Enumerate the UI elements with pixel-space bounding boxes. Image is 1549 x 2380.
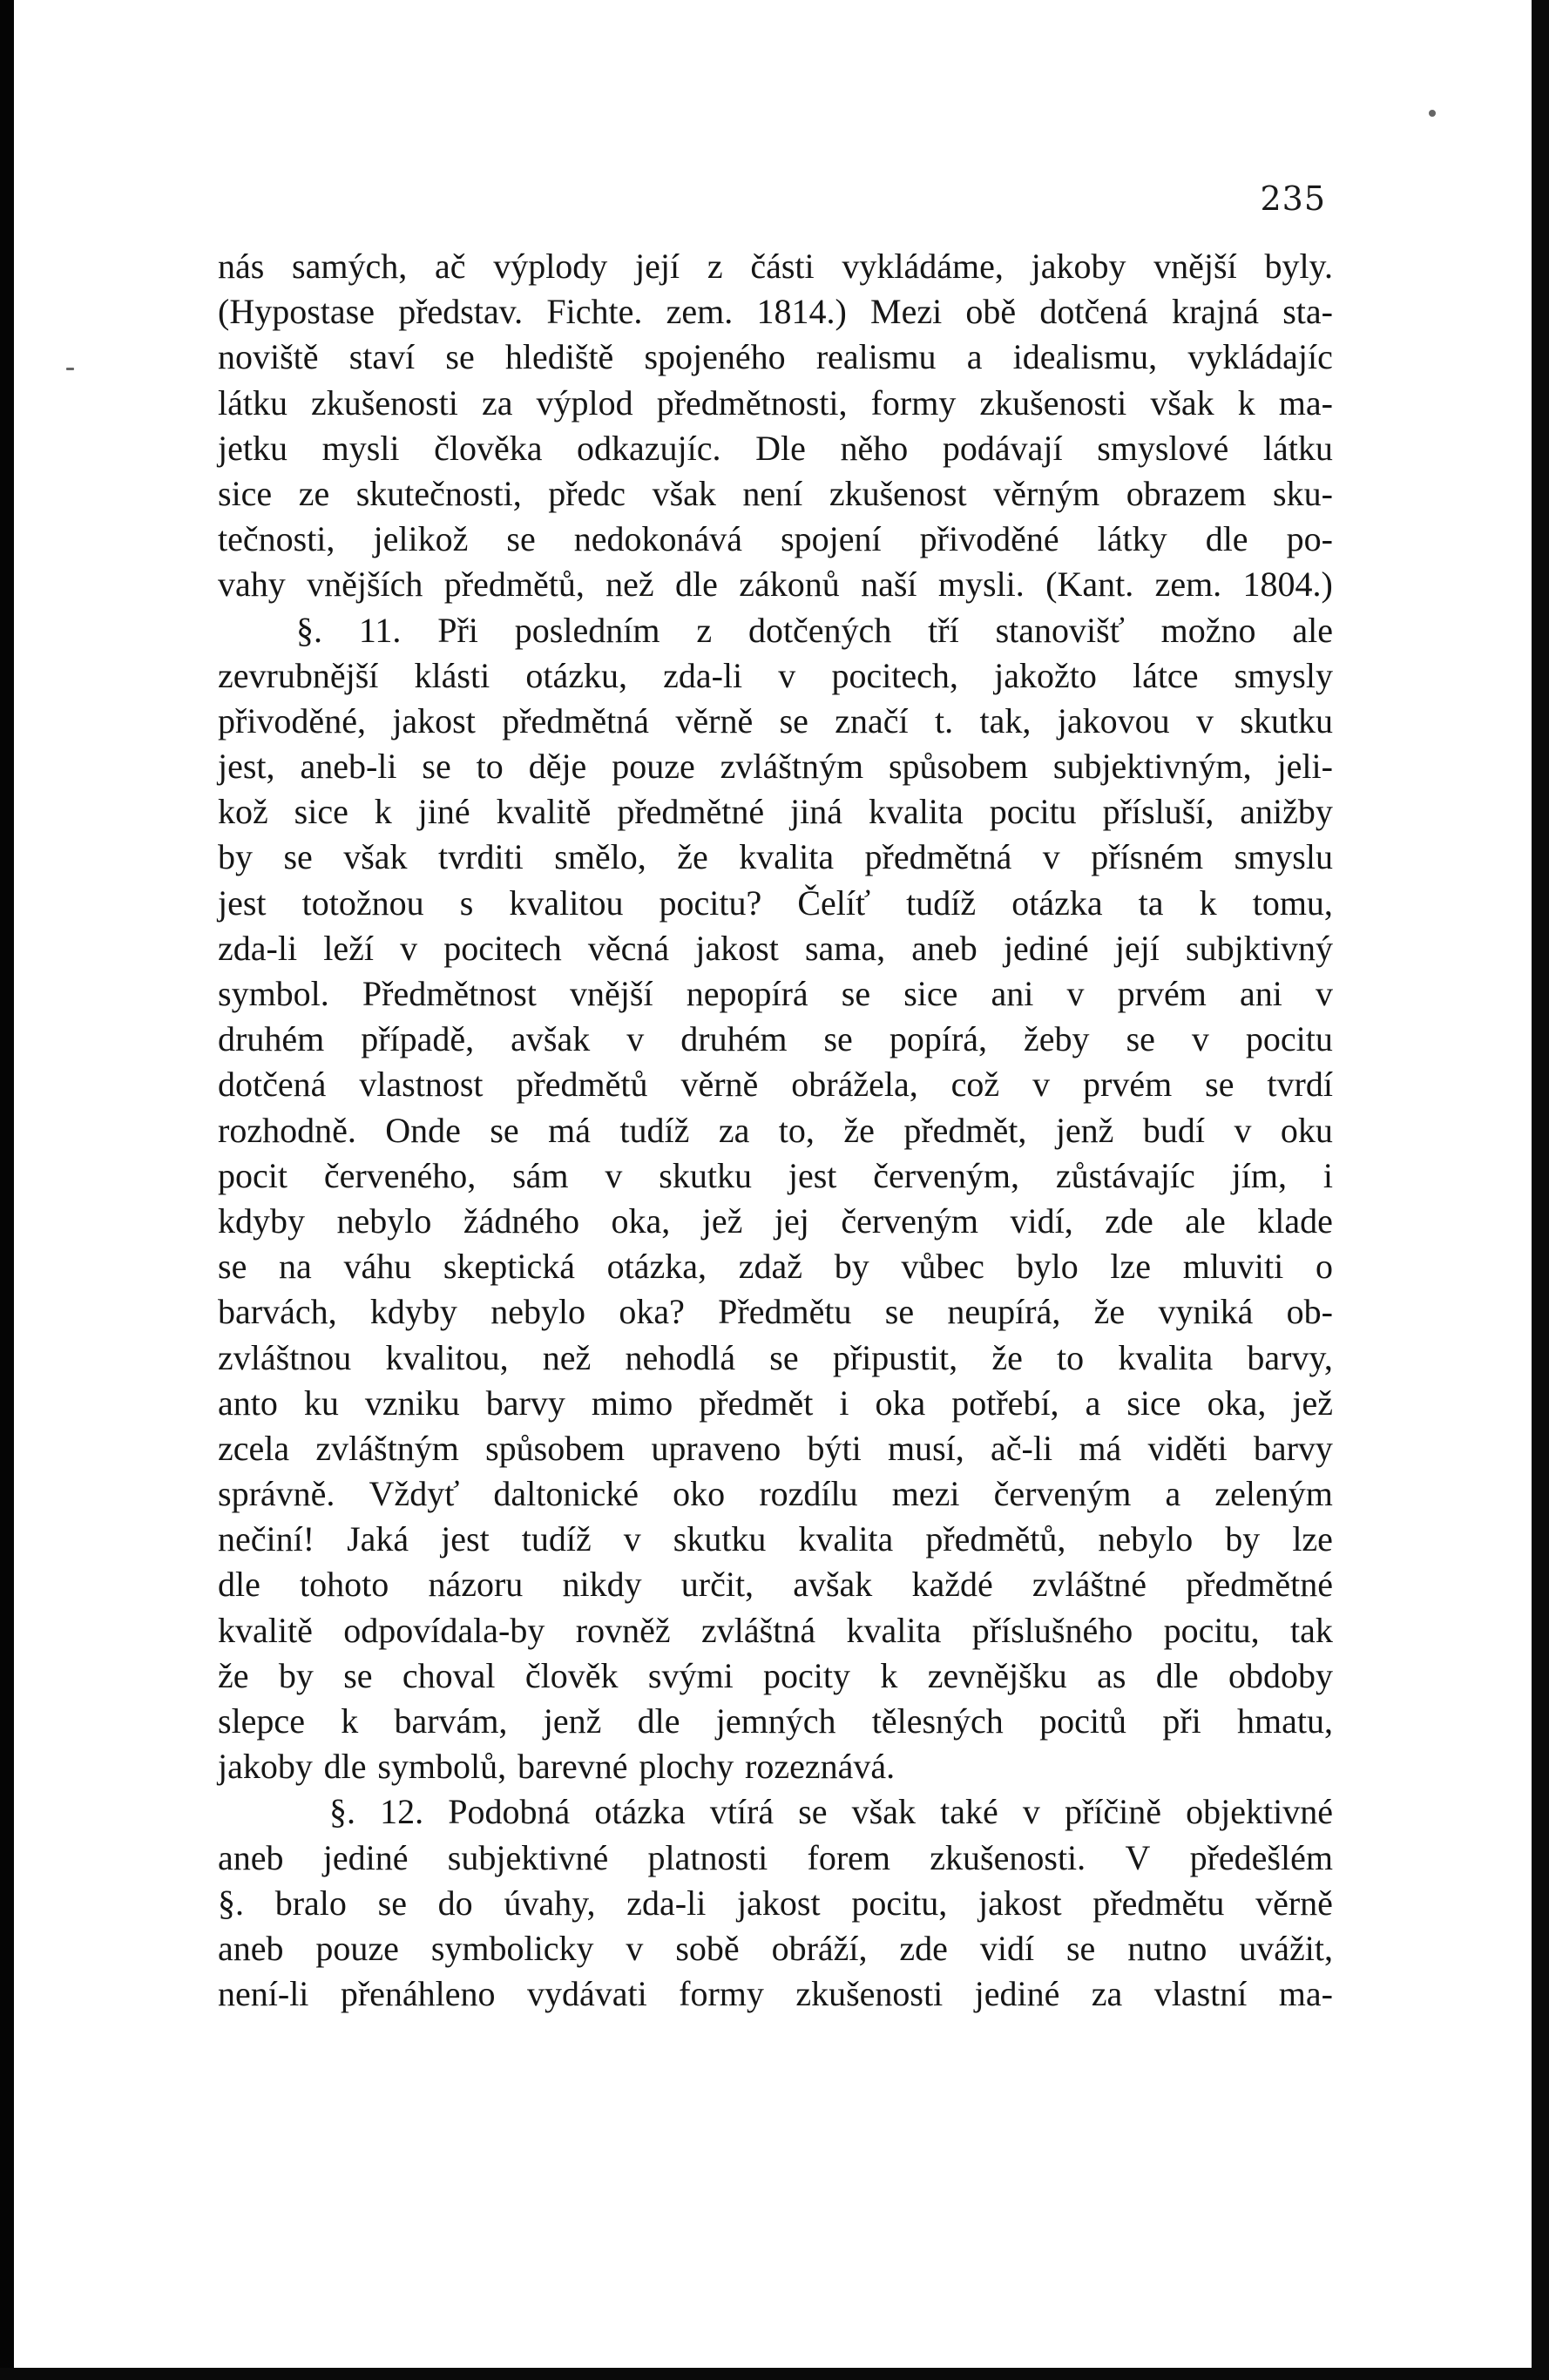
text-line: pocit červeného, sám v skutku jest červeným, zůstávajíc jím, i [218, 1155, 1333, 1195]
text-line: §. 11. Při posledním z dotčených tří stanovišť možno ale [296, 610, 1333, 650]
text-line: druhém případě, avšak v druhém se popírá, žeby se v pocitu [218, 1019, 1333, 1059]
text-line: zvláštnou kvalitou, než nehodlá se připustit, že to kvalita barvy, [218, 1337, 1333, 1377]
text-line: jakoby dle symbolů, barevné plochy rozeznává. [218, 1747, 896, 1787]
text-line: zcela zvláštným spůsobem upraveno býti musí, ač-li má viděti barvy [218, 1428, 1333, 1468]
text-line: zda-li leží v pocitech věcná jakost sama, aneb jediné její subjktivný [218, 928, 1333, 968]
text-line: kvalitě odpovídala-by rovněž zvláštná kvalita příslušného pocitu, tak [218, 1610, 1333, 1650]
text-line: dotčená vlastnost předmětů věrně obrážela, což v prvém se tvrdí [218, 1065, 1333, 1105]
text-line: barvách, kdyby nebylo oka? Předmětu se neupírá, že vyniká ob- [218, 1292, 1333, 1332]
text-line: kož sice k jiné kvalitě předmětné jiná kvalita pocitu přísluší, anižby [218, 792, 1333, 832]
text-line: vahy vnějších předmětů, než dle zákonů naší mysli. (Kant. zem. 1804.) [218, 565, 1333, 605]
text-line: jest totožnou s kvalitou pocitu? Čelíť tudíž otázka ta k tomu, [218, 882, 1333, 923]
text-line: dle tohoto názoru nikdy určit, avšak každé zvláštné předmětné [218, 1565, 1333, 1605]
body-text [218, 244, 1333, 2017]
text-line: není-li přenáhleno vydávati formy zkušenosti jediné za vlastní ma- [218, 1974, 1333, 2014]
text-line: kdyby nebylo žádného oka, jež jej červeným vidí, zde ale klade [218, 1200, 1333, 1241]
scan-speck [1429, 110, 1436, 117]
scan-bottom-border [0, 2368, 1549, 2380]
scan-speck [66, 368, 74, 370]
text-line: noviště staví se hlediště spojeného realismu a idealismu, vykládajíc [218, 337, 1333, 377]
text-line: jest, aneb-li se to děje pouze zvláštným spůsobem subjektivným, jeli- [218, 747, 1333, 787]
text-line: symbol. Předmětnost vnější nepopírá se sice ani v prvém ani v [218, 974, 1333, 1013]
text-line: správně. Vždyť daltonické oko rozdílu mezi červeným a zeleným [218, 1474, 1333, 1514]
text-line: slepce k barvám, jenž dle jemných tělesných pocitů při hmatu, [218, 1701, 1333, 1741]
page-number: 235 [1260, 179, 1326, 218]
text-line: §. bralo se do úvahy, zda-li jakost pocitu, jakost předmětu věrně [218, 1883, 1333, 1923]
text-line: rozhodně. Onde se má tudíž za to, že předmět, jenž budí v oku [218, 1110, 1333, 1150]
scan-left-border [0, 0, 14, 2380]
text-line: nečiní! Jaká jest tudíž v skutku kvalita předmětů, nebylo by lze [218, 1519, 1333, 1559]
text-line: přivoděné, jakost předmětná věrně se značí t. tak, jakovou v skutku [218, 700, 1333, 740]
text-line: anto ku vzniku barvy mimo předmět i oka potřebí, a sice oka, jež [218, 1383, 1333, 1423]
text-line: tečnosti, jelikož se nedokonává spojení přivoděné látky dle po- [218, 519, 1333, 559]
text-line: §. 12. Podobná otázka vtírá se však také v příčině objektivné [329, 1792, 1333, 1832]
text-line: zevrubnější klásti otázku, zda-li v pocitech, jakožto látce smysly [218, 655, 1333, 695]
text-line: sice ze skutečnosti, předc však není zkušenost věrným obrazem sku- [218, 473, 1333, 513]
text-line: aneb pouze symbolicky v sobě obráží, zde vidí se nutno uvážit, [218, 1928, 1333, 1968]
scan-right-border [1532, 0, 1549, 2380]
text-line: by se však tvrditi smělo, že kvalita předmětná v přísném smyslu [218, 837, 1333, 877]
text-line: aneb jediné subjektivné platnosti forem zkušenosti. V předešlém [218, 1837, 1333, 1877]
text-line: (Hypostase představ. Fichte. zem. 1814.) Mezi obě dotčená krajná sta- [218, 292, 1333, 332]
text-line: se na váhu skeptická otázka, zdaž by vůbec bylo lze mluviti o [218, 1247, 1333, 1287]
text-line: jetku mysli člověka odkazujíc. Dle něho podávají smyslové látku [218, 428, 1333, 468]
text-line: látku zkušenosti za výplod předmětnosti, formy zkušenosti však k ma- [218, 382, 1333, 423]
text-line: že by se choval člověk svými pocity k zevnějšku as dle obdoby [218, 1655, 1333, 1695]
text-line: nás samých, ač výplody její z části vykládáme, jakoby vnější byly. [218, 247, 1333, 286]
